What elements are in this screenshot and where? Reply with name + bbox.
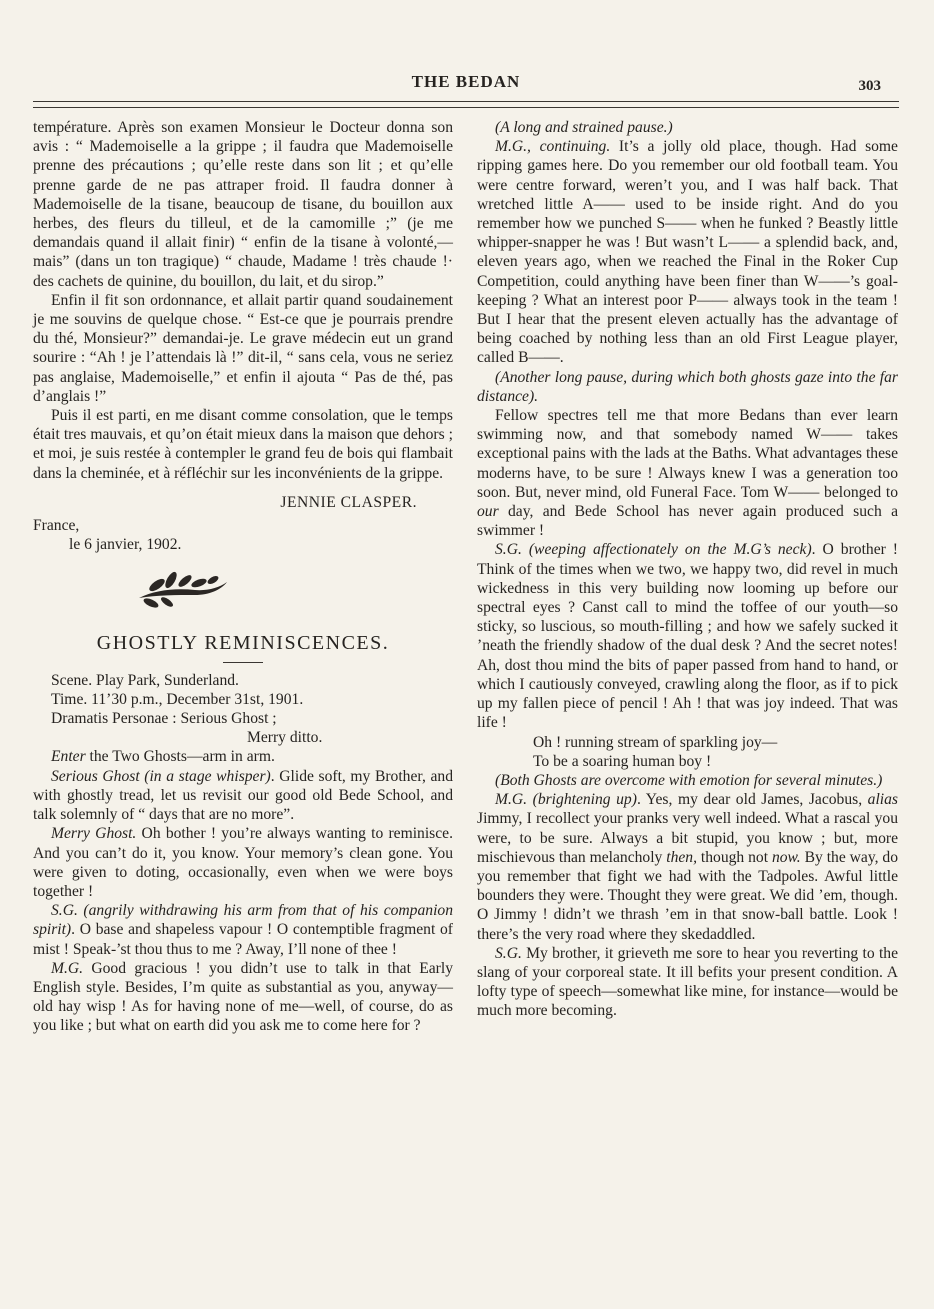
left-column [33,118,453,1036]
running-title: THE BEDAN [411,72,521,91]
stage-note: (Another long pause, during which both ghosts gaze into the far distance). [477,368,898,405]
speech-text: day, and Bede School has never again produced such a swimmer ! [477,503,898,540]
speaker: S.G. [495,944,522,962]
speech [477,540,898,732]
speech [33,901,453,959]
speech [33,767,453,825]
speech [477,137,898,367]
article-heading: GHOSTLY REMINISCENCES. [96,632,390,655]
header-rule-top [33,101,899,102]
speech-text: Good gracious ! you didn’t use to talk in that Early English style. Besides, I’m quite as substantial as you, anyway—old hay wisp ! As for having none of me—well, of course, do as you like ; but what on earth did you ask me to come here for ? [33,959,453,1035]
stage-directions [33,671,453,748]
enter-italic: Enter [51,748,86,766]
speaker: Merry Ghost. [51,825,137,843]
speech [33,824,453,901]
stage-note: (brightening up) [532,791,637,809]
enter-rest: the Two Ghosts—arm in arm. [85,748,275,766]
speaker: Serious Ghost [51,767,140,785]
speech-text: . O brother ! Think of the times when we two, we happy two, did revel in much wickedness in this very building now looming up before our spectral eyes ? Canst call to mind the toffee of our youth—so sticky, so luscious, so mouth-filling ; and how we safely sucked it ’neath the friendly shadow of the dual desk ? And the secret notes! Ah, dost thou mind the bits of paper passed from hand to hand, or which I cautiously conveyed, crawling along the floor, as if to pick up my fallen piece of pencil ! Ah ! that was joy indeed. That was life ! [477,541,898,732]
speech-text: Fellow spectres tell me that more Bedans than ever learn swimming now, and that somebody named W—— takes exceptional pains with the lads at the Baths. What advantages these moderns have, to be sure ! Always knew I was a generation too soon. But, never mind, old Funeral Face. Tom W—— belonged to [477,407,898,501]
speech [477,790,898,944]
stage-note: (angrily withdrawing his arm from that of his companion spirit) [33,902,453,939]
emphasis: now. [771,848,801,866]
leaf-ornament-icon [0,554,453,624]
speaker: S.G. [51,902,78,920]
speech-text: . Glide soft, my Brother, and with ghostly tread, let us revisit our good old Bede School, and talk solemnly of “ days that are no more”. [33,767,454,824]
letter-place: France, [33,517,80,535]
paragraph: température. Après son examen Monsieur le Docteur donna son avis : “ Mademoiselle a la grippe ; il faudra que Mademoiselle prenne des précautions ; qu’elle reste dans son lit ; et qu’elle prenne garde de ne pas attraper froid. Il faudra donner à Mademoiselle de la tisane, beaucoup de tisane, du bouillon aux herbes, des fleurs du tilleul, et de la camomille ;” (je me demandais quand il allait finir) “ enfin de la tisane à volonté,—mais” (dans un ton tragique) “ chaude, Madame ! très chaude !· des cachets de quinine, du bouillon, du lait, et du sirop.” [33,119,453,290]
speaker: M.G. [495,791,528,809]
speech-text: Oh bother ! you’re always wanting to reminisce. And you can’t do it, you know. Your memory’s clean gone. You were given to doting, occasionally, even when we were boys together ! [33,825,453,900]
enter-line [33,747,453,766]
verse-line: Oh ! running stream of sparkling joy— [533,733,778,751]
speech-text: Jimmy, I recollect your pranks very well indeed. What a rascal you were, to be sure. Always a bit stupid, you know ; but, more mischievous than melancholy [477,810,898,866]
speaker: M.G. [51,959,84,977]
paragraph: Enfin il fit son ordonnance, et allait partir quand soudainement je me souvins de quelque chose. “ Est-ce que je pourrais prendre du thé, Monsieur?” demandai-je. Le grave médecin eut un grand sourire : “Ah ! je l’attendais là !” dit-il, “ sans cela, vous ne seriez pas anglaise, Mademoiselle,” et enfin il ajouta “ Pas de thé, pas d’anglais !” [33,291,453,405]
speech-text: . Yes, my dear old James, Jacobus, [636,791,868,809]
author-signature: JENNIE CLASPER. [280,493,417,511]
heading-rule [223,662,263,663]
stage-note: (A long and strained pause.) [495,119,673,136]
header-rule-bottom [33,107,899,108]
emphasis: our [477,503,499,521]
speaker: S.G. [495,541,522,559]
speech [33,959,453,1036]
dramatis-line: Dramatis Personae : Serious Ghost ; [51,710,277,728]
paragraph [477,406,898,540]
emphasis: alias [867,791,898,809]
speech-text: By the way, do you remember that fight we had with the Tadpoles. Awful little bounders they were. Thought they were great. We did ’em, though. O Jimmy ! didn’t we thrash ’em in that snow-ball battle. Look ! there’s the very road where they skedaddled. [477,848,899,943]
stage-note: (Both Ghosts are overcome with emotion for several minutes.) [495,771,883,789]
stage-note: (weeping affectionately on the M.G’s neck) [528,541,812,559]
page-number: 303 [858,78,881,94]
letter-date: le 6 janvier, 1902. [69,536,182,554]
scene-line: Scene. Play Park, Sunderland. [51,671,239,689]
speech-text: . O base and shapeless vapour ! O contemptible fragment of mist ! Speak-’st thou thus to me ? Away, I’ll none of thee ! [33,921,453,958]
emphasis: then, [666,848,697,866]
speech [477,944,898,1021]
speech-text: though not [697,848,772,866]
speech-text: It’s a jolly old place, though. Had some ripping games here. Do you remember our old football team. You were centre forward, weren’t you, and I was half back. That wretched little A—— used to be inside right. And do you remember how we punched S—— when he funked ? Beastly little whipper-snapper he was ! But wasn’t L—— a splendid back, and, eleven years ago, when we reached the Final in the Roker Cup Competition, could anything have been finer than W——’s goal-keeping ? What an interest poor P—— always took in the team ! But I hear that the present eleven actually has the advantage of being coached by nothing less than an old First League player, called B——. [477,138,898,367]
right-column [477,118,898,1021]
speaker: M.G., continuing. [495,138,611,156]
page-header [33,62,899,96]
speech-text: My brother, it grieveth me sore to hear you reverting to the slang of your corporeal state. It ill befits your present condition. A lofty type of speech—somewhat like mine, for instance—would be much more becoming. [477,944,898,1020]
time-line: Time. 11’30 p.m., December 31st, 1901. [51,690,304,708]
merry-line: Merry ditto. [247,729,323,747]
verse-line: To be a soaring human boy ! [533,752,712,770]
stage-note: (in a stage whisper) [144,767,271,785]
paragraph: Puis il est parti, en me disant comme consolation, que le temps était tres mauvais, et qu’on était mieux dans la maison que dehors ; et moi, je suis restée à contempler le grand feu de bois qui flambait dans la cheminée, et à réfléchir sur les inconvénients de la grippe. [33,407,453,482]
